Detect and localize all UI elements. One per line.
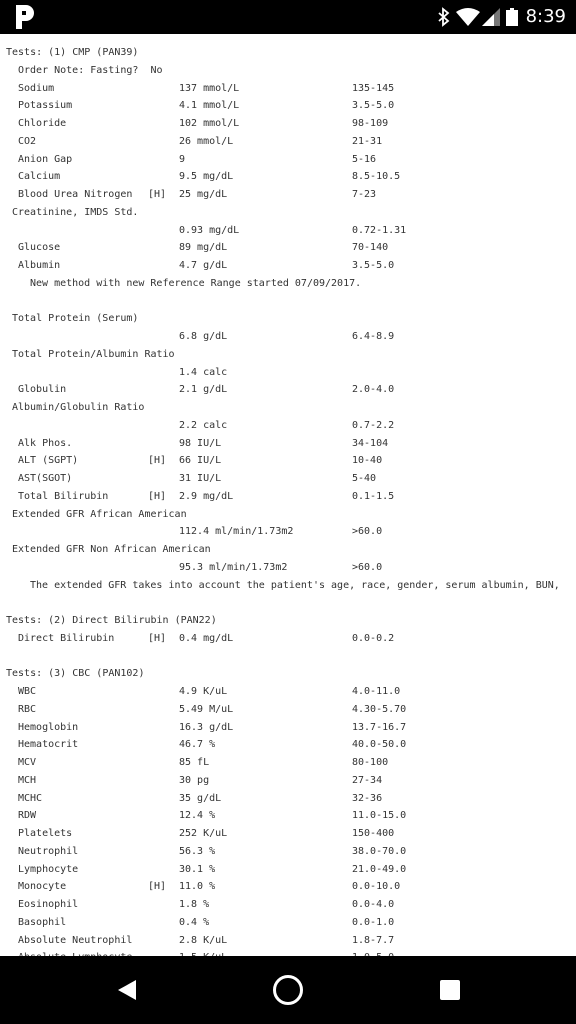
test-name: Neutrophil bbox=[18, 845, 79, 857]
test-name-line bbox=[0, 541, 576, 559]
test-name: Total Protein/Albumin Ratio bbox=[12, 348, 175, 360]
test-name: Extended GFR African American bbox=[12, 508, 187, 520]
result-row bbox=[0, 683, 576, 701]
result-value: 0.4 mg/dL bbox=[179, 632, 234, 644]
result-row bbox=[0, 133, 576, 151]
test-name: Basophil bbox=[18, 916, 67, 928]
result-row bbox=[0, 97, 576, 115]
recents-button[interactable] bbox=[426, 966, 474, 1014]
result-row bbox=[0, 843, 576, 861]
result-value: 46.7 % bbox=[179, 739, 216, 751]
result-value: 30 pg bbox=[179, 774, 210, 786]
result-row bbox=[0, 719, 576, 737]
test-name-line bbox=[0, 310, 576, 328]
result-row bbox=[0, 772, 576, 790]
reference-range: 10-40 bbox=[352, 455, 383, 467]
reference-range: 5-40 bbox=[352, 473, 377, 484]
reference-range: >60.0 bbox=[352, 561, 383, 573]
reference-range: 27-34 bbox=[352, 774, 383, 786]
battery-icon bbox=[506, 8, 518, 26]
test-name: CO2 bbox=[18, 135, 37, 147]
wifi-icon bbox=[456, 8, 480, 26]
result-value: 98 IU/L bbox=[179, 437, 222, 449]
test-name: Alk Phos. bbox=[18, 437, 73, 449]
test-name: AST(SGOT) bbox=[18, 473, 73, 484]
result-row bbox=[0, 151, 576, 169]
blank-line bbox=[0, 648, 576, 666]
home-button[interactable] bbox=[264, 966, 312, 1014]
result-value: 5.49 M/uL bbox=[179, 703, 234, 715]
result-row bbox=[0, 736, 576, 754]
reference-range: 38.0-70.0 bbox=[352, 845, 407, 857]
result-row bbox=[0, 559, 576, 577]
navigation-bar bbox=[0, 956, 576, 1024]
reference-range: 0.72-1.31 bbox=[352, 224, 407, 236]
test-name: Glucose bbox=[18, 242, 61, 254]
result-row bbox=[0, 878, 576, 896]
reference-range: 32-36 bbox=[352, 792, 383, 804]
result-value: 9.5 mg/dL bbox=[179, 171, 234, 183]
result-row bbox=[0, 328, 576, 346]
test-header-line bbox=[0, 44, 576, 62]
test-name: WBC bbox=[18, 686, 37, 697]
lab-report bbox=[0, 44, 576, 967]
test-name: Total Protein (Serum) bbox=[12, 313, 139, 325]
reference-range: 0.0-1.0 bbox=[352, 916, 395, 928]
reference-range: 1.8-7.7 bbox=[352, 934, 395, 946]
report-comment-line bbox=[0, 275, 576, 293]
reference-range: 98-109 bbox=[352, 118, 389, 129]
result-value: 66 IU/L bbox=[179, 455, 222, 467]
result-value: 2.9 mg/dL bbox=[179, 490, 234, 502]
reference-range: 150-400 bbox=[352, 828, 395, 839]
test-name: Total Bilirubin bbox=[18, 490, 109, 502]
test-name: Chloride bbox=[18, 118, 67, 129]
result-row bbox=[0, 257, 576, 275]
test-name: RDW bbox=[18, 810, 37, 822]
status-time: 8:39 bbox=[525, 6, 566, 27]
order-note: Order Note: Fasting? No bbox=[18, 64, 163, 76]
result-value: 112.4 ml/min/1.73m2 bbox=[179, 526, 294, 538]
result-row bbox=[0, 701, 576, 719]
result-value: 2.8 K/uL bbox=[179, 934, 228, 946]
back-icon bbox=[102, 966, 150, 1014]
reference-range: >60.0 bbox=[352, 526, 383, 538]
reference-range: 34-104 bbox=[352, 437, 389, 449]
result-value: 1.4 calc bbox=[179, 366, 228, 378]
test-name: MCH bbox=[18, 774, 37, 786]
test-name: MCHC bbox=[18, 792, 43, 804]
test-name: Sodium bbox=[18, 82, 55, 94]
result-row bbox=[0, 470, 576, 488]
result-row bbox=[0, 364, 576, 382]
test-name: Extended GFR Non African American bbox=[12, 544, 211, 555]
blank-line bbox=[0, 293, 576, 311]
result-value: 30.1 % bbox=[179, 863, 216, 875]
reference-range: 21.0-49.0 bbox=[352, 863, 407, 875]
result-value: 31 IU/L bbox=[179, 473, 222, 484]
test-name: Lymphocyte bbox=[18, 863, 79, 875]
status-bar bbox=[0, 0, 576, 34]
test-name-line bbox=[0, 506, 576, 524]
result-value: 11.0 % bbox=[179, 881, 216, 893]
result-value: 9 bbox=[179, 153, 186, 165]
result-value: 89 mg/dL bbox=[179, 242, 228, 254]
result-row bbox=[0, 932, 576, 950]
result-value: 4.1 mmol/L bbox=[179, 100, 240, 112]
test-name: Hematocrit bbox=[18, 739, 79, 751]
reference-range: 8.5-10.5 bbox=[352, 171, 401, 183]
pandora-p-icon bbox=[14, 5, 36, 33]
result-row bbox=[0, 115, 576, 133]
reference-range: 135-145 bbox=[352, 82, 395, 94]
high-flag: [H] bbox=[148, 881, 167, 893]
high-flag: [H] bbox=[148, 455, 167, 467]
result-row bbox=[0, 222, 576, 240]
test-name: Eosinophil bbox=[18, 899, 79, 910]
test-name-line bbox=[0, 204, 576, 222]
test-header-line bbox=[0, 665, 576, 683]
report-viewer[interactable] bbox=[0, 34, 576, 956]
reference-range: 40.0-50.0 bbox=[352, 739, 407, 751]
result-row bbox=[0, 435, 576, 453]
result-row bbox=[0, 186, 576, 204]
test-header: Tests: (1) CMP (PAN39) bbox=[6, 47, 139, 58]
result-row bbox=[0, 488, 576, 506]
test-name: MCV bbox=[18, 757, 37, 768]
recents-icon bbox=[426, 966, 474, 1014]
reference-range: 3.5-5.0 bbox=[352, 260, 395, 271]
test-name: RBC bbox=[18, 703, 37, 715]
test-header: Tests: (3) CBC (PAN102) bbox=[6, 668, 145, 680]
reference-range: 70-140 bbox=[352, 242, 389, 254]
reference-range: 0.0-10.0 bbox=[352, 881, 401, 893]
reference-range: 80-100 bbox=[352, 757, 389, 768]
result-value: 16.3 g/dL bbox=[179, 721, 234, 733]
test-name: Albumin bbox=[18, 260, 61, 271]
report-comment-line bbox=[0, 577, 576, 595]
result-value: 25 mg/dL bbox=[179, 189, 228, 200]
reference-range: 11.0-15.0 bbox=[352, 810, 407, 822]
reference-range: 3.5-5.0 bbox=[352, 100, 395, 112]
test-header: Tests: (2) Direct Bilirubin (PAN22) bbox=[6, 615, 217, 626]
result-row bbox=[0, 807, 576, 825]
result-value: 0.93 mg/dL bbox=[179, 224, 240, 236]
test-name: Platelets bbox=[18, 828, 73, 839]
high-flag: [H] bbox=[148, 189, 167, 200]
test-name: ALT (SGPT) bbox=[18, 455, 79, 467]
report-comment: The extended GFR takes into account the patient's age, race, gender, serum albumin, BUN, bbox=[30, 579, 560, 591]
high-flag: [H] bbox=[148, 490, 167, 502]
test-name: Globulin bbox=[18, 384, 67, 396]
reference-range: 0.0-4.0 bbox=[352, 899, 395, 910]
result-row bbox=[0, 80, 576, 98]
result-row bbox=[0, 861, 576, 879]
reference-range: 2.0-4.0 bbox=[352, 384, 395, 396]
back-button[interactable] bbox=[102, 966, 150, 1014]
result-row bbox=[0, 630, 576, 648]
high-flag: [H] bbox=[148, 632, 167, 644]
result-row bbox=[0, 381, 576, 399]
reference-range: 0.0-0.2 bbox=[352, 632, 395, 644]
result-value: 252 K/uL bbox=[179, 828, 228, 839]
result-value: 2.1 g/dL bbox=[179, 384, 228, 396]
test-name: Potassium bbox=[18, 100, 73, 112]
test-name-line bbox=[0, 399, 576, 417]
result-value: 12.4 % bbox=[179, 810, 216, 822]
test-header-line bbox=[0, 612, 576, 630]
order-note-line bbox=[0, 62, 576, 80]
reference-range: 21-31 bbox=[352, 135, 383, 147]
result-value: 26 mmol/L bbox=[179, 135, 234, 147]
reference-range: 13.7-16.7 bbox=[352, 721, 407, 733]
result-row bbox=[0, 239, 576, 257]
test-name: Anion Gap bbox=[18, 153, 73, 165]
test-name: Hemoglobin bbox=[18, 721, 79, 733]
result-value: 85 fL bbox=[179, 757, 210, 768]
result-value: 35 g/dL bbox=[179, 792, 222, 804]
result-value: 0.4 % bbox=[179, 916, 210, 928]
result-row bbox=[0, 914, 576, 932]
home-icon bbox=[264, 966, 312, 1014]
result-row bbox=[0, 523, 576, 541]
test-name: Monocyte bbox=[18, 881, 67, 893]
result-row bbox=[0, 168, 576, 186]
test-name: Creatinine, IMDS Std. bbox=[12, 206, 139, 218]
reference-range: 0.7-2.2 bbox=[352, 419, 395, 431]
result-row bbox=[0, 790, 576, 808]
result-value: 1.8 % bbox=[179, 899, 210, 910]
result-value: 102 mmol/L bbox=[179, 118, 240, 129]
reference-range: 0.1-1.5 bbox=[352, 490, 395, 502]
result-row bbox=[0, 825, 576, 843]
result-row bbox=[0, 896, 576, 914]
reference-range: 7-23 bbox=[352, 189, 377, 200]
blank-line bbox=[0, 594, 576, 612]
report-comment: New method with new Reference Range started 07/09/2017. bbox=[30, 277, 362, 289]
test-name: Albumin/Globulin Ratio bbox=[12, 402, 145, 413]
cell-signal-icon bbox=[482, 8, 500, 26]
result-value: 137 mmol/L bbox=[179, 82, 240, 94]
reference-range: 5-16 bbox=[352, 153, 377, 165]
test-name: Blood Urea Nitrogen bbox=[18, 189, 133, 200]
result-value: 4.7 g/dL bbox=[179, 260, 228, 271]
test-name: Absolute Neutrophil bbox=[18, 934, 133, 946]
result-value: 4.9 K/uL bbox=[179, 686, 228, 697]
test-name: Calcium bbox=[18, 171, 61, 183]
test-name-line bbox=[0, 346, 576, 364]
result-row bbox=[0, 754, 576, 772]
result-row bbox=[0, 417, 576, 435]
bluetooth-icon bbox=[438, 8, 450, 26]
test-name: Direct Bilirubin bbox=[18, 632, 115, 644]
reference-range: 4.30-5.70 bbox=[352, 703, 407, 715]
result-value: 56.3 % bbox=[179, 845, 216, 857]
result-value: 6.8 g/dL bbox=[179, 331, 228, 342]
result-row bbox=[0, 452, 576, 470]
reference-range: 6.4-8.9 bbox=[352, 331, 395, 342]
result-value: 2.2 calc bbox=[179, 419, 228, 431]
result-value: 95.3 ml/min/1.73m2 bbox=[179, 561, 288, 573]
reference-range: 4.0-11.0 bbox=[352, 686, 401, 697]
